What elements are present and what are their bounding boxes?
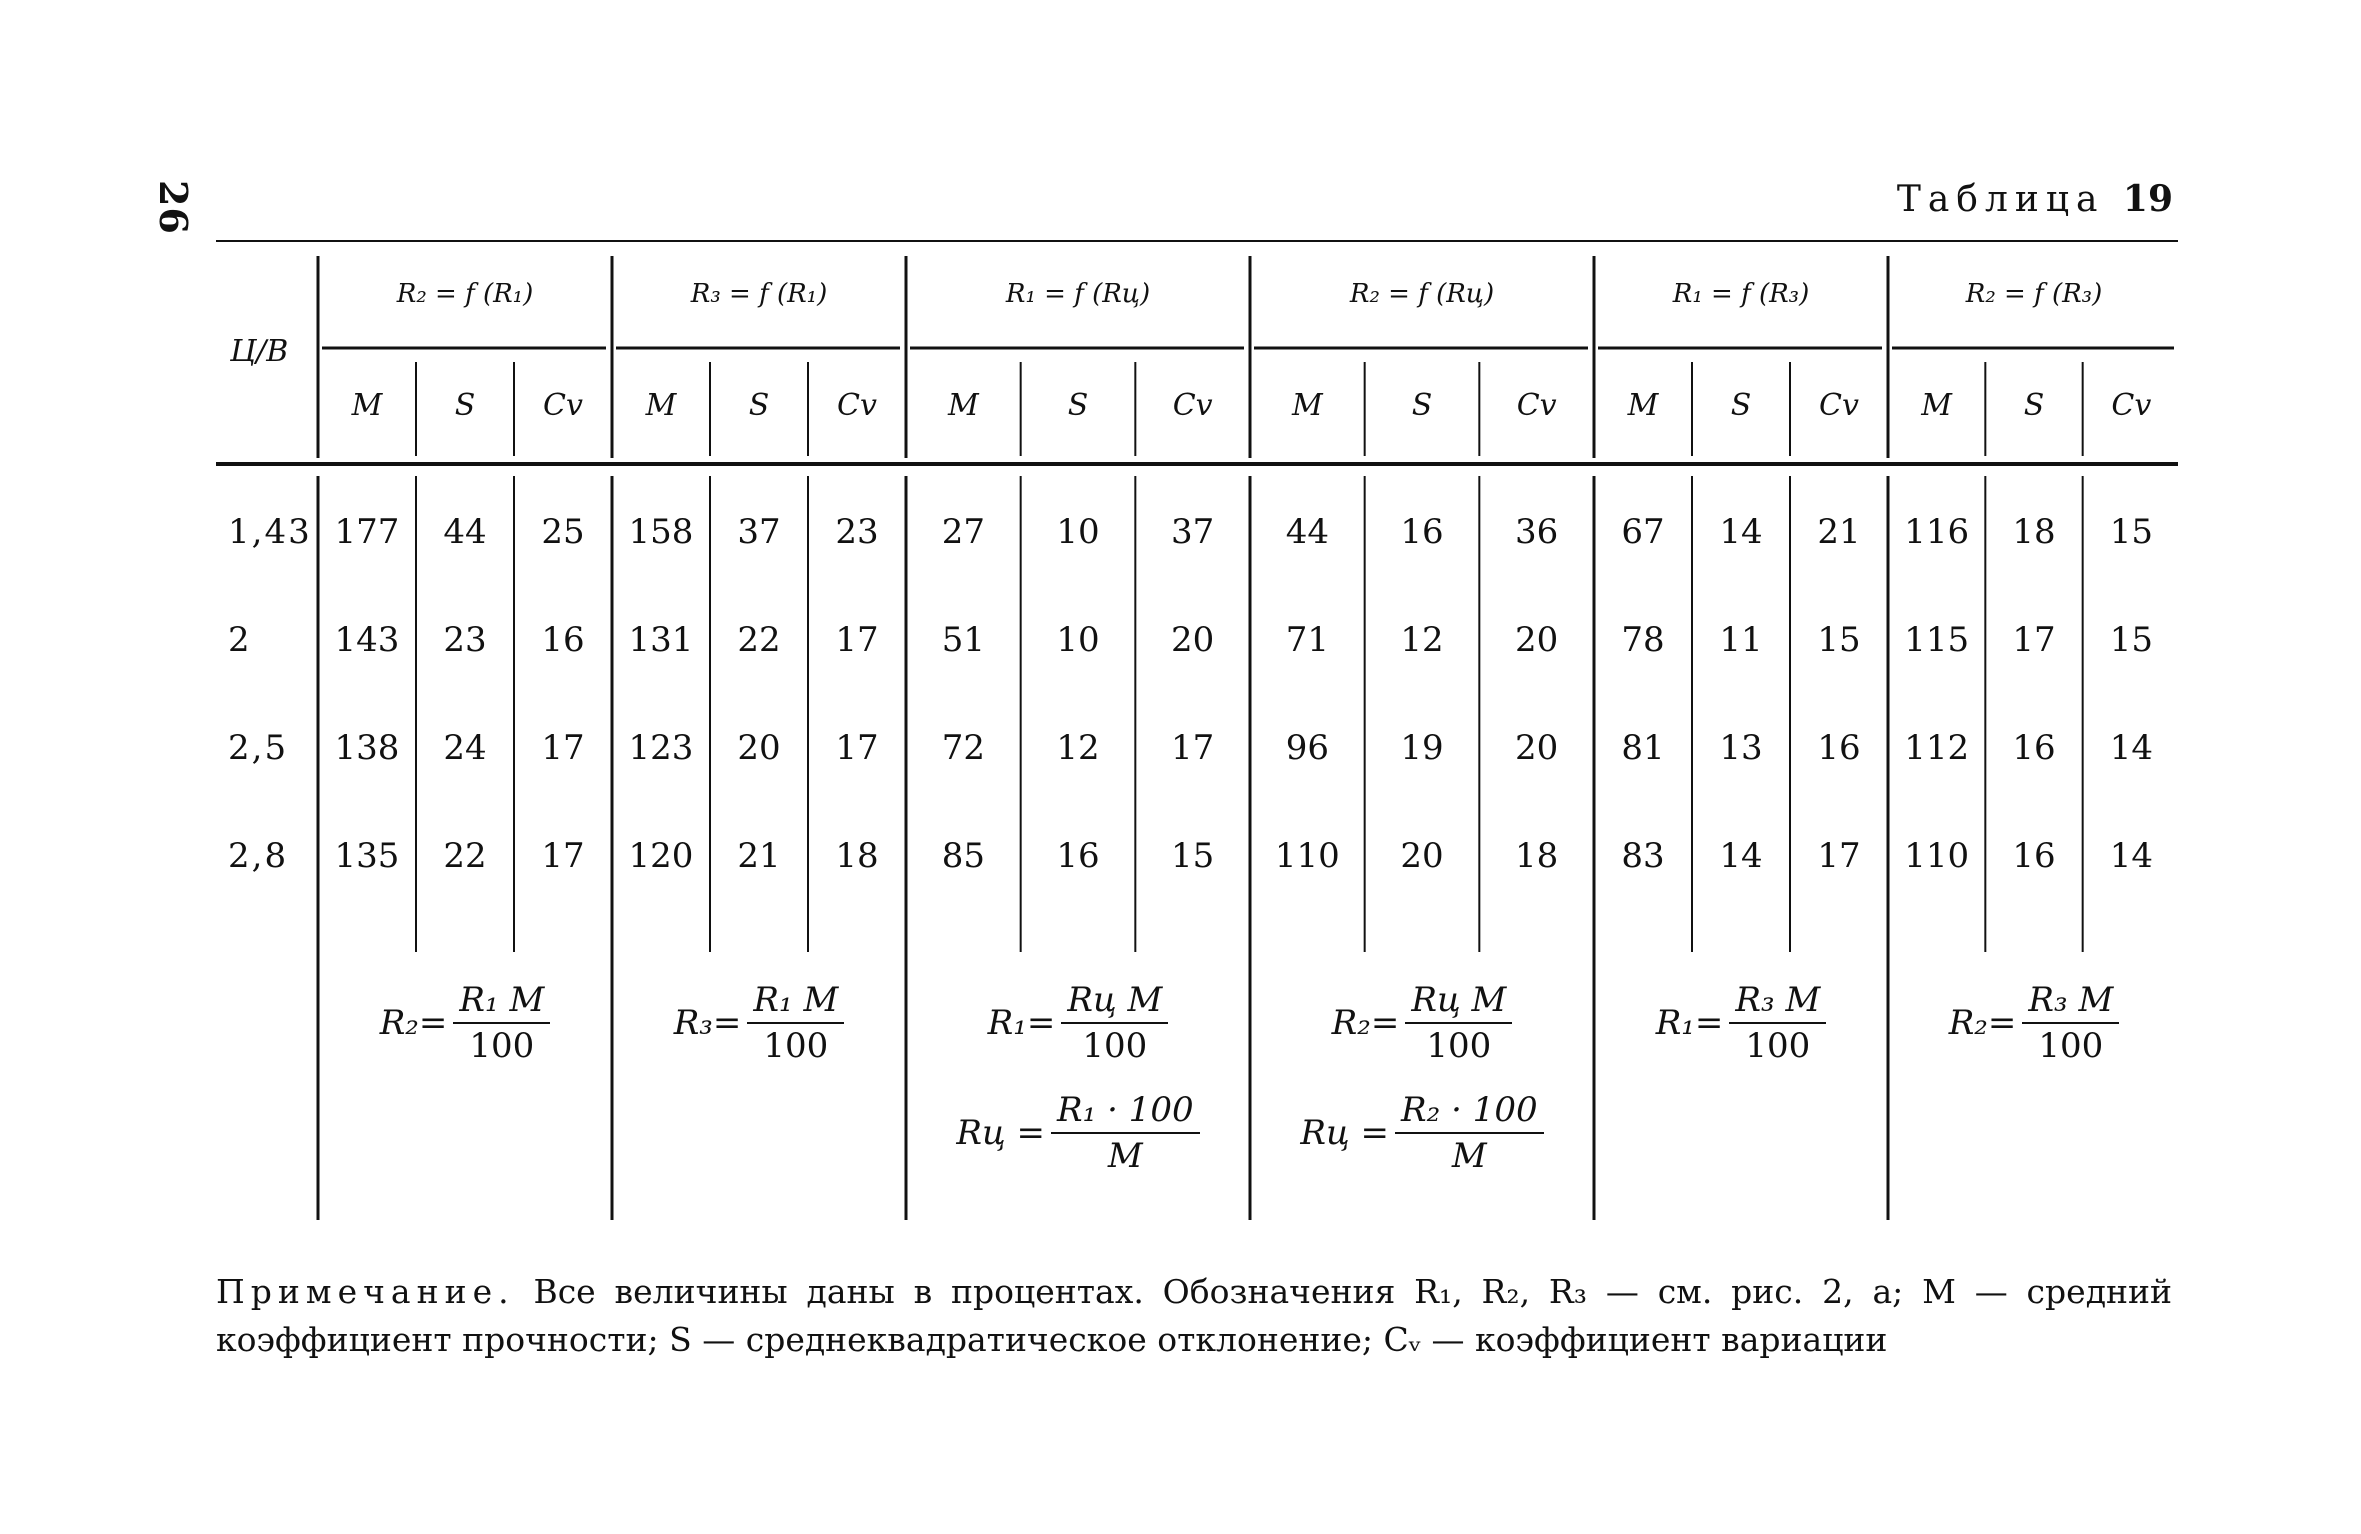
subheader: Cv <box>543 388 583 423</box>
formula-fraction <box>453 980 550 1066</box>
table-cell: 16 <box>1817 728 1861 768</box>
table-cell: 17 <box>835 728 879 768</box>
formula-fraction <box>1061 980 1168 1066</box>
table-cell: 120 <box>628 836 694 876</box>
formula-numerator: R₂ · 100 <box>1395 1090 1544 1134</box>
subheader: S <box>1730 388 1752 423</box>
formula-fraction <box>1051 1090 1200 1176</box>
table-cell: 72 <box>941 728 985 768</box>
table-cell: 15 <box>2109 512 2153 552</box>
table-cell: 15 <box>1817 620 1861 660</box>
data-table <box>216 240 2178 1220</box>
formula-lhs: R₁= <box>1655 1003 1724 1043</box>
subheader: M <box>1627 388 1659 423</box>
note-lead: Примечание. <box>216 1272 515 1311</box>
formula-lhs: R₁= <box>987 1003 1056 1043</box>
table-cell: 23 <box>835 512 879 552</box>
table-cell: 16 <box>1400 512 1444 552</box>
table-cell: 16 <box>2012 836 2056 876</box>
table-cell: 17 <box>541 728 585 768</box>
subheader: S <box>748 388 770 423</box>
table-cell: 83 <box>1621 836 1665 876</box>
note-text: Все величины даны в процентах. Обозначения R₁, R₂, R₃ — см. рис. 2, а; М — средний коэффициент прочности; S — среднеквадратическое отклонение; Cᵥ — коэффициент вариации <box>216 1272 2172 1359</box>
table-cell: 20 <box>1171 620 1215 660</box>
table-cell: 14 <box>1719 836 1763 876</box>
subheader: S <box>2023 388 2045 423</box>
formula-denominator: M <box>1451 1136 1487 1176</box>
formula-denominator: 100 <box>2038 1026 2104 1066</box>
table-cell: 17 <box>835 620 879 660</box>
table-cell: 37 <box>737 512 781 552</box>
formula-denominator: 100 <box>1745 1026 1811 1066</box>
table-cell: 110 <box>1904 836 1970 876</box>
table-cell: 14 <box>2109 728 2153 768</box>
formula-lhs: R₃= <box>673 1003 742 1043</box>
table-cell: 20 <box>737 728 781 768</box>
table-cell: 71 <box>1285 620 1329 660</box>
table-cell: 51 <box>941 620 985 660</box>
table-cell: 17 <box>1171 728 1215 768</box>
table-cell: 37 <box>1171 512 1215 552</box>
row-label: 2 <box>228 620 252 660</box>
table-cell: 112 <box>1904 728 1970 768</box>
table-cell: 116 <box>1904 512 1970 552</box>
table-cell: 17 <box>2012 620 2056 660</box>
formula-denominator: 100 <box>469 1026 535 1066</box>
table-cell: 14 <box>1719 512 1763 552</box>
table-cell: 19 <box>1400 728 1444 768</box>
table-cell: 25 <box>541 512 585 552</box>
table-cell: 22 <box>443 836 487 876</box>
row-label: 1,43 <box>228 512 312 552</box>
table-title-word: Таблица <box>1896 179 2105 220</box>
table-cell: 20 <box>1400 836 1444 876</box>
table-cell: 158 <box>628 512 694 552</box>
table-cell: 78 <box>1621 620 1665 660</box>
table-title <box>1897 178 2173 220</box>
corner-label: Ц/В <box>230 334 289 369</box>
table-note <box>216 1268 2172 1364</box>
group-header: R₁ = f (R₃) <box>1672 279 1810 309</box>
group-header: R₃ = f (R₁) <box>690 279 828 309</box>
formula-lhs: R₂= <box>1331 1003 1400 1043</box>
table-cell: 135 <box>334 836 400 876</box>
table-cell: 115 <box>1904 620 1970 660</box>
table-cell: 81 <box>1621 728 1665 768</box>
table-cell: 15 <box>2109 620 2153 660</box>
table-cell: 36 <box>1515 512 1559 552</box>
page-number: 26 <box>151 180 196 235</box>
formula <box>1594 980 1888 1066</box>
table-cell: 131 <box>628 620 694 660</box>
subheader: M <box>947 388 979 423</box>
subheader: M <box>1291 388 1323 423</box>
table-cell: 20 <box>1515 728 1559 768</box>
formula <box>1888 980 2180 1066</box>
table-cell: 16 <box>2012 728 2056 768</box>
table-cell: 23 <box>443 620 487 660</box>
row-label: 2,5 <box>228 728 289 768</box>
formula-numerator: R₁ M <box>453 980 550 1024</box>
table-cell: 12 <box>1056 728 1100 768</box>
table-cell: 22 <box>737 620 781 660</box>
subheader: Cv <box>2111 388 2152 423</box>
table-cell: 138 <box>334 728 400 768</box>
table-cell: 16 <box>541 620 585 660</box>
table-cell: 16 <box>1056 836 1100 876</box>
table-cell: 123 <box>628 728 694 768</box>
table-cell: 110 <box>1274 836 1340 876</box>
table-cell: 10 <box>1056 620 1100 660</box>
subheader: Cv <box>837 388 877 423</box>
formula <box>318 980 612 1066</box>
formula-lhs: R₂= <box>1948 1003 2017 1043</box>
group-header: R₂ = f (R₃) <box>1965 279 2103 309</box>
table-cell: 18 <box>835 836 879 876</box>
table-cell: 44 <box>1285 512 1329 552</box>
table-cell: 96 <box>1285 728 1329 768</box>
table-cell: 21 <box>737 836 781 876</box>
formula-fraction <box>2022 980 2119 1066</box>
table-cell: 67 <box>1621 512 1665 552</box>
formula-denominator: 100 <box>1082 1026 1148 1066</box>
subheader: S <box>454 388 476 423</box>
table-cell: 143 <box>334 620 400 660</box>
table-cell: 10 <box>1056 512 1100 552</box>
table-cell: 12 <box>1400 620 1444 660</box>
table-cell: 13 <box>1719 728 1763 768</box>
table-cell: 11 <box>1719 620 1763 660</box>
formula-denominator: 100 <box>1426 1026 1492 1066</box>
group-header: R₂ = f (Rц) <box>1349 279 1495 309</box>
formula <box>906 980 1250 1066</box>
subheader: S <box>1411 388 1433 423</box>
table-cell: 18 <box>2012 512 2056 552</box>
formula-denominator: 100 <box>763 1026 829 1066</box>
table-cell: 24 <box>443 728 487 768</box>
formula-numerator: R₃ M <box>1729 980 1826 1024</box>
table-cell: 20 <box>1515 620 1559 660</box>
formula-lhs: R₂= <box>379 1003 448 1043</box>
formula-denominator: M <box>1107 1136 1143 1176</box>
formula-lhs: Rц = <box>956 1113 1046 1153</box>
subheader: Cv <box>1819 388 1859 423</box>
row-label: 2,8 <box>228 836 289 876</box>
subheader: S <box>1067 388 1089 423</box>
formula <box>1250 980 1594 1066</box>
formula-fraction <box>1405 980 1512 1066</box>
formula-numerator: R₁ · 100 <box>1051 1090 1200 1134</box>
table-cell: 44 <box>443 512 487 552</box>
subheader: M <box>645 388 677 423</box>
formula <box>1250 1090 1594 1176</box>
formula-numerator: R₃ M <box>2022 980 2119 1024</box>
table-cell: 85 <box>941 836 985 876</box>
group-header: R₁ = f (Rц) <box>1005 279 1151 309</box>
table-cell: 17 <box>541 836 585 876</box>
table-title-number: 19 <box>2122 178 2173 220</box>
formula-fraction <box>1395 1090 1544 1176</box>
formula-numerator: Rц M <box>1405 980 1512 1024</box>
group-header: R₂ = f (R₁) <box>396 279 534 309</box>
formula-lhs: Rц = <box>1300 1113 1390 1153</box>
table-cell: 21 <box>1817 512 1861 552</box>
subheader: M <box>351 388 383 423</box>
subheader: Cv <box>1172 388 1213 423</box>
formula <box>906 1090 1250 1176</box>
table-cell: 27 <box>941 512 985 552</box>
subheader: Cv <box>1516 388 1557 423</box>
table-cell: 15 <box>1171 836 1215 876</box>
table-cell: 18 <box>1515 836 1559 876</box>
formula <box>612 980 906 1066</box>
formula-fraction <box>1729 980 1826 1066</box>
formula-fraction <box>747 980 844 1066</box>
table-cell: 17 <box>1817 836 1861 876</box>
table-cell: 14 <box>2109 836 2153 876</box>
formula-numerator: Rц M <box>1061 980 1168 1024</box>
formula-numerator: R₁ M <box>747 980 844 1024</box>
subheader: M <box>1921 388 1953 423</box>
table-cell: 177 <box>334 512 400 552</box>
